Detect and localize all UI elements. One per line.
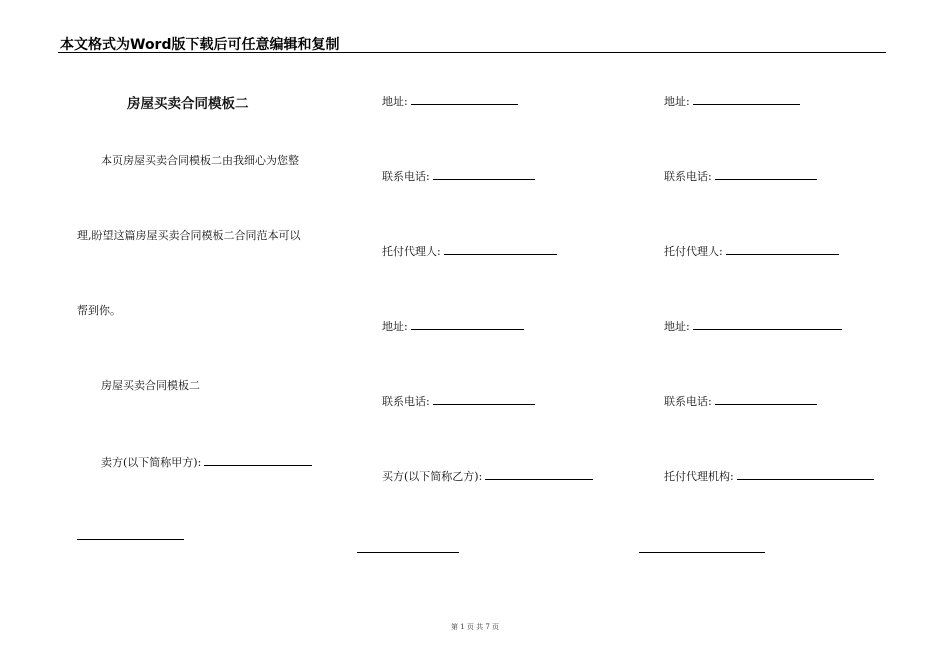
- phone-label: 联系电话:: [664, 170, 712, 183]
- address-label: 地址:: [382, 320, 408, 333]
- agent-blank: [726, 243, 839, 255]
- party-a-address-field: [382, 93, 518, 109]
- phone-blank: [715, 168, 817, 180]
- agent-blank: [444, 243, 557, 255]
- blank-line: [639, 552, 765, 553]
- address-blank: [411, 93, 518, 105]
- blank-line: [357, 552, 459, 553]
- buyer-label: 买方(以下简称乙方):: [382, 470, 483, 483]
- party-b-phone-field: [664, 168, 817, 184]
- contract-subtitle: 房屋买卖合同模板二: [101, 379, 200, 392]
- phone-label: 联系电话:: [382, 395, 430, 408]
- phone-blank: [433, 168, 535, 180]
- party-a-agent-phone-field: [382, 393, 535, 409]
- address-blank: [411, 318, 524, 330]
- intro-line-1: 本页房屋买卖合同模板二由我细心为您整: [101, 154, 299, 167]
- agency-field: [664, 468, 874, 484]
- intro-line-3: 帮到你。: [77, 304, 121, 317]
- party-b-agent-field: [664, 243, 839, 259]
- address-blank: [693, 93, 800, 105]
- seller-blank: [204, 454, 312, 466]
- agency-label: 托付代理机构:: [664, 470, 734, 483]
- buyer-blank: [485, 468, 593, 480]
- address-label: 地址:: [382, 95, 408, 108]
- page-number: 第 1 页 共 7 页: [450, 623, 500, 631]
- blank-line: [77, 539, 184, 540]
- phone-blank: [433, 393, 535, 405]
- party-b-agent-phone-field: [664, 393, 817, 409]
- header-title: 本文格式为Word版下载后可任意编辑和复制: [60, 37, 340, 53]
- phone-label: 联系电话:: [664, 395, 712, 408]
- header-rule: [58, 52, 886, 53]
- party-b-agent-address-field: [664, 318, 842, 334]
- doc-title: 房屋买卖合同模板二: [127, 96, 249, 112]
- phone-blank: [715, 393, 817, 405]
- agency-blank: [737, 468, 874, 480]
- buyer-field: [382, 468, 593, 484]
- address-label: 地址:: [664, 95, 690, 108]
- address-blank: [693, 318, 842, 330]
- party-a-phone-field: [382, 168, 535, 184]
- phone-label: 联系电话:: [382, 170, 430, 183]
- intro-line-2: 理,盼望这篇房屋买卖合同模板二合同范本可以: [77, 229, 301, 242]
- party-a-agent-address-field: [382, 318, 524, 334]
- seller-label: 卖方(以下简称甲方):: [101, 456, 202, 469]
- agent-label: 托付代理人:: [664, 245, 723, 258]
- party-a-agent-field: [382, 243, 557, 259]
- agent-label: 托付代理人:: [382, 245, 441, 258]
- seller-field: [101, 454, 312, 470]
- party-b-address-field: [664, 93, 800, 109]
- address-label: 地址:: [664, 320, 690, 333]
